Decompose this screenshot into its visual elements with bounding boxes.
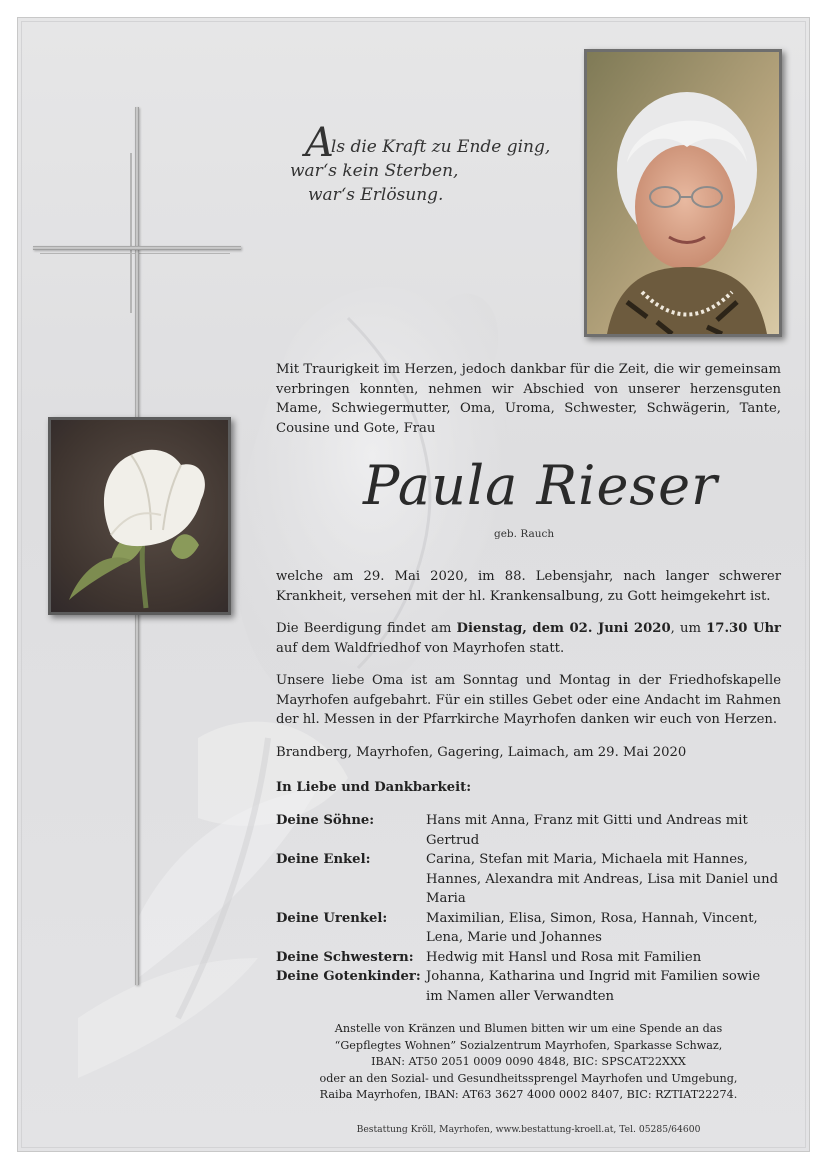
portrait-illustration [587, 52, 779, 334]
family-names: Johanna, Katharina und Ingrid mit Familien sowie im Namen aller Verwandten [426, 969, 761, 1004]
quote-initial: A [305, 120, 334, 166]
funeral-date: Dienstag, dem 02. Juni 2020 [456, 621, 671, 636]
donation-line-1: Anstelle von Kränzen und Blumen bitten wir um eine Spende an das [334, 1022, 723, 1035]
cross-horizontal-bar [33, 246, 241, 250]
family-label: Deine Gotenkinder: [276, 969, 421, 984]
donation-line-5: Raiba Mayrhofen, IBAN: AT63 3627 4000 0002 8407, BIC: RZTIAT22274. [319, 1088, 738, 1101]
funeral-time: 17.30 Uhr [706, 621, 781, 636]
family-row [276, 811, 781, 850]
family-list [276, 811, 781, 1006]
place-date: Brandberg, Mayrhofen, Gagering, Laimach, am 29. Mai 2020 [276, 745, 687, 760]
family-row [276, 967, 781, 1006]
family-row [276, 850, 781, 909]
death-notice: welche am 29. Mai 2020, im 88. Lebensjahr, nach langer schwerer Krankheit, versehen mit der hl. Krankensalbung, zu Gott heimgekehrt ist. [276, 569, 781, 604]
quote-line-3: war‘s Erlösung. [308, 185, 444, 205]
family-names: Carina, Stefan mit Maria, Michaela mit Hannes, Hannes, Alexandra mit Andreas, Lisa mit Daniel und Maria [426, 852, 779, 906]
memorial-quote [268, 120, 588, 207]
funeral-home-footer: Bestattung Kröll, Mayrhofen, www.bestattung-kroell.at, Tel. 05285/64600 [356, 1124, 701, 1135]
funeral-suffix: auf dem Waldfriedhof von Mayrhofen statt. [276, 640, 565, 656]
family-label: Deine Enkel: [276, 852, 371, 867]
family-label: Deine Schwestern: [276, 949, 414, 965]
family-label: Deine Söhne: [276, 813, 375, 828]
birth-name: geb. Rauch [494, 528, 555, 540]
donation-line-4: oder an den Sozial- und Gesundheitssprengel Mayrhofen und Umgebung, [319, 1071, 738, 1085]
viewing-notice: Unsere liebe Oma ist am Sonntag und Montag in der Friedhofskapelle Mayrhofen aufgebahrt. Für ein stilles Gebet oder eine Andacht im Rahmen der hl. Messen in der Pfarrkirche Mayrhofen danken wir euch von Herzen. [276, 673, 781, 727]
intro-text: Mit Traurigkeit im Herzen, jedoch dankbar für die Zeit, die wir gemeinsam verbringen konnten, nehmen wir Abschied von unserer herzensguten Mame, Schwiegermutter, Oma, Uroma, Schwester, Schwägerin, Tante, Cousine und Gote, Frau [276, 362, 781, 436]
white-rose-illustration [51, 420, 228, 612]
cross-shadow-vertical [130, 153, 132, 313]
family-names: Maximilian, Elisa, Simon, Rosa, Hannah, Vincent, Lena, Marie und Johannes [426, 910, 758, 945]
donation-request [276, 1021, 781, 1104]
deceased-name: Paula Rieser [363, 454, 718, 517]
donation-line-3: IBAN: AT50 2051 0009 0090 4848, BIC: SPSCAT22XXX [371, 1055, 686, 1068]
donation-line-2: “Gepflegtes Wohnen” Sozialzentrum Mayrhofen, Sparkasse Schwaz, [334, 1038, 723, 1052]
obituary-sheet [17, 17, 810, 1152]
rose-photo [48, 417, 231, 615]
family-names: Hedwig mit Hansl und Rosa mit Familien [426, 949, 702, 965]
family-row [276, 948, 781, 968]
quote-line-1: ls die Kraft zu Ende ging, [330, 137, 551, 157]
family-label: Deine Urenkel: [276, 910, 388, 926]
quote-line-2: war‘s kein Sterben, [290, 161, 459, 181]
portrait-photo [584, 49, 782, 337]
love-line: In Liebe und Dankbarkeit: [276, 780, 472, 795]
funeral-notice [276, 619, 781, 658]
family-row [276, 909, 781, 948]
funeral-prefix: Die Beerdigung findet am [276, 621, 457, 636]
family-names: Hans mit Anna, Franz mit Gitti und Andreas mit Gertrud [426, 813, 748, 848]
funeral-middle: , um [670, 621, 707, 636]
